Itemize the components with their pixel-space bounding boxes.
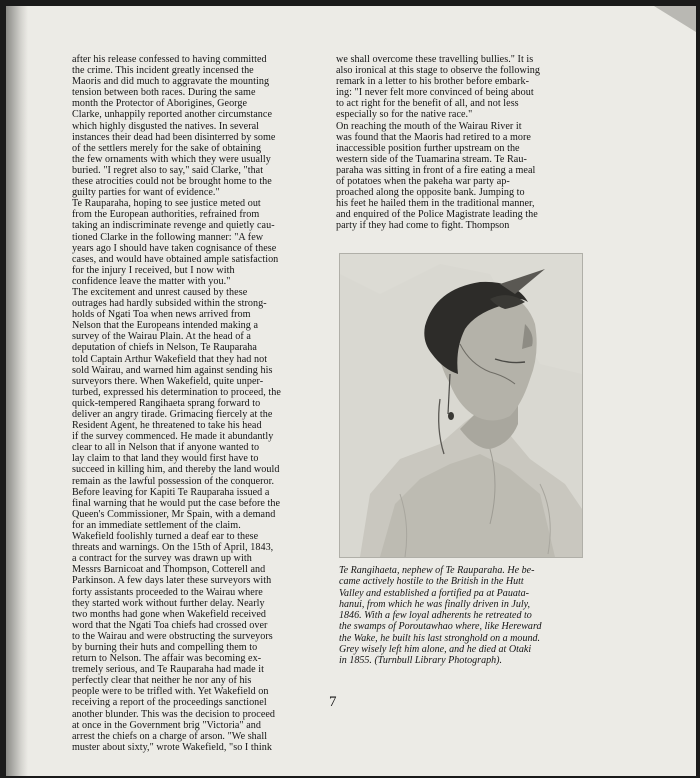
page-corner-fold [654,6,696,32]
caption-line: in 1855. (Turnbull Library Photograph). [339,655,502,667]
text-line: of potatoes when the pakeha war party ap- [336,176,510,188]
text-line: which highly disgusted the natives. In several [72,120,260,132]
text-line: remark in a letter to his brother before embark- [336,76,530,88]
binding-shadow [6,6,28,776]
text-line: of the settlers merely for the sake of obtaining [72,142,262,154]
text-line: instances their dead had been disinterred by some [72,131,276,143]
text-line: lay claim to that land they would first have to [72,453,259,465]
portrait-photograph [339,253,583,558]
text-line: the crime. This incident greatly incensed the [72,65,254,77]
text-line: to the Wairau and were obstructing the surveyors [72,630,273,642]
text-line: paraha was sitting in front of a fire eating a meal [336,164,536,176]
page-number: 7 [329,694,337,710]
text-line: two months had gone when Wakefield received [72,608,267,620]
text-line: return to Nelson. The affair was becoming ex- [72,653,262,665]
text-line: final warning that he would put the case before the [72,497,281,509]
text-line: party if they had come to fight. Thompson [336,220,510,232]
text-line: at once in the Government brig "Victoria" and [72,719,262,731]
text-line: Maoris and did much to aggravate the mounting [72,76,270,88]
text-line: perfectly clear that neither he nor any of his [72,675,252,687]
text-line: Before leaving for Kapiti Te Rauparaha issued a [72,486,270,498]
text-line: Wakefield foolishly turned a deaf ear to these [72,531,259,543]
text-line: Te Rauparaha, hoping to see justice meted out [72,198,261,210]
text-line: a contract for the survey was drawn up with [72,553,252,565]
left-column-text [72,54,330,753]
photo-caption [339,565,585,667]
text-line: western side of the Tuamarina stream. Te Rau- [336,153,527,165]
caption-line: came actively hostile to the British in the Hutt [339,576,524,588]
text-line: if the survey commenced. He made it abundantly [72,431,274,443]
text-line: another blunder. This was the decision to proceed [72,708,276,720]
text-line: muster about sixty," wrote Wakefield, "so I think [72,741,272,753]
text-line: years ago I should have taken cognisance of these [72,242,277,254]
text-line: forty assistants proceeded to the Wairau where [72,586,263,598]
text-line: people were to be trifled with. Yet Wakefield on [72,686,269,698]
page [6,6,696,776]
caption-line: hanui, from which he was finally driven in July, [339,598,531,610]
caption-line: Te Rangihaeta, nephew of Te Rauparaha. He be- [339,565,535,576]
text-line: On reaching the mouth of the Wairau River it [336,120,522,132]
text-line: cases, and would have obtained ample satisfaction [72,253,279,265]
text-line: receiving a report of the proceedings sanctionel [72,697,267,709]
text-line: Resident Agent, he threatened to take his head [72,420,262,432]
text-line: taking an indiscriminate revenge and quietly cau- [72,220,275,232]
text-line: turbed, expressed his determination to proceed, the [72,386,281,398]
text-line: sold Wairau, and warned him against sending his [72,364,273,376]
text-line: after his release confessed to having committed [72,54,267,65]
text-line: deputation of chiefs in Nelson, Te Rauparaha [72,342,257,354]
text-line: Nelson that the Europeans intended making a [72,320,259,332]
text-line: surveyors there. When Wakefield, quite unper- [72,375,264,387]
text-line: we shall overcome these travelling bullies." It is [336,54,534,65]
text-line: ing: "I never felt more convinced of being about [336,87,534,99]
text-line: buried. "I regret also to say," said Clarke, "that [72,164,264,176]
text-line: Messrs Barnicoat and Thompson, Cotterell and [72,564,266,576]
text-line: the few ornaments with which they were usually [72,153,271,165]
text-line: they started work without further delay. Nearly [72,597,265,609]
text-line: guilty parties for want of evidence." [72,187,220,199]
text-line: from the European authorities, refrained from [72,209,260,221]
text-line: threats and warnings. On the 15th of April, 1843, [72,542,274,554]
text-line: told Captain Arthur Wakefield that they had not [72,353,268,365]
text-line: The excitement and unrest caused by these [72,286,248,298]
text-line: confidence leave the matter with you." [72,275,231,287]
text-line: succeed in killing him, and thereby the land would [72,464,280,476]
text-line: inaccessible position further upstream on the [336,142,520,154]
portrait-sketch-image [340,254,582,557]
text-line: remain as the lawful possession of the conqueror. [72,475,275,487]
text-line: also ironical at this stage to observe the following [336,65,540,77]
text-line: was found that the Maoris had retired to a more [336,131,531,143]
text-line: month the Protector of Aborigines, George [72,98,248,110]
caption-line: Valley and established a fortified pa at Pauata- [339,587,530,599]
text-line: proached along the opposite bank. Jumping to [336,187,525,199]
text-line: survey of the Wairau Plain. At the head of a [72,331,251,343]
caption-line: Grey wisely left him alone, and he died at Otaki [339,644,532,656]
right-column-text [336,54,582,232]
text-line: clear to all in Nelson that if anyone wanted to [72,442,260,454]
caption-line: the Wake, he built his last stronghold on a mound. [339,632,541,644]
text-line: deliver an angry tirade. Grimacing fiercely at the [72,409,273,420]
text-line: by burning their huts and compelling them to [72,641,258,653]
text-line: Parkinson. A few days later these surveyors with [72,575,272,587]
text-line: his feet he hailed them in the traditional manner, [336,198,535,210]
text-line: arrest the chiefs on a charge of arson. "We shall [72,730,268,742]
text-line: holds of Ngati Toa when news arrived from [72,309,251,321]
text-line: Queen's Commissioner, Mr Spain, with a demand [72,508,276,520]
text-line: word that the Ngati Toa chiefs had crossed over [72,619,268,631]
text-line: tioned Clarke in the following manner: "A few [72,231,264,243]
text-line: these atrocities could not be brought home to the [72,176,272,188]
text-line: outrages had hardly subsided within the strong- [72,298,267,310]
text-line: tremely serious, and Te Rauparaha had made it [72,664,264,676]
text-line: and enquired of the Police Magistrate leading the [336,209,538,221]
text-line: to act right for the benefit of all, and not less [336,98,519,110]
text-line: especially so for the native race." [336,109,473,121]
text-line: for an immediate settlement of the claim. [72,519,241,531]
text-line: tension between both races. During the same [72,87,256,99]
text-line: Clarke, unhappily reported another circumstance [72,109,272,121]
text-line: quick-tempered Rangihaeta sprang forward to [72,397,261,409]
caption-line: the swamps of Poroutawhao where, like Hereward [339,621,542,633]
text-line: for the injury I received, but I now with [72,264,235,276]
caption-line: 1846. With a few loyal adherents he retreated to [339,610,532,622]
